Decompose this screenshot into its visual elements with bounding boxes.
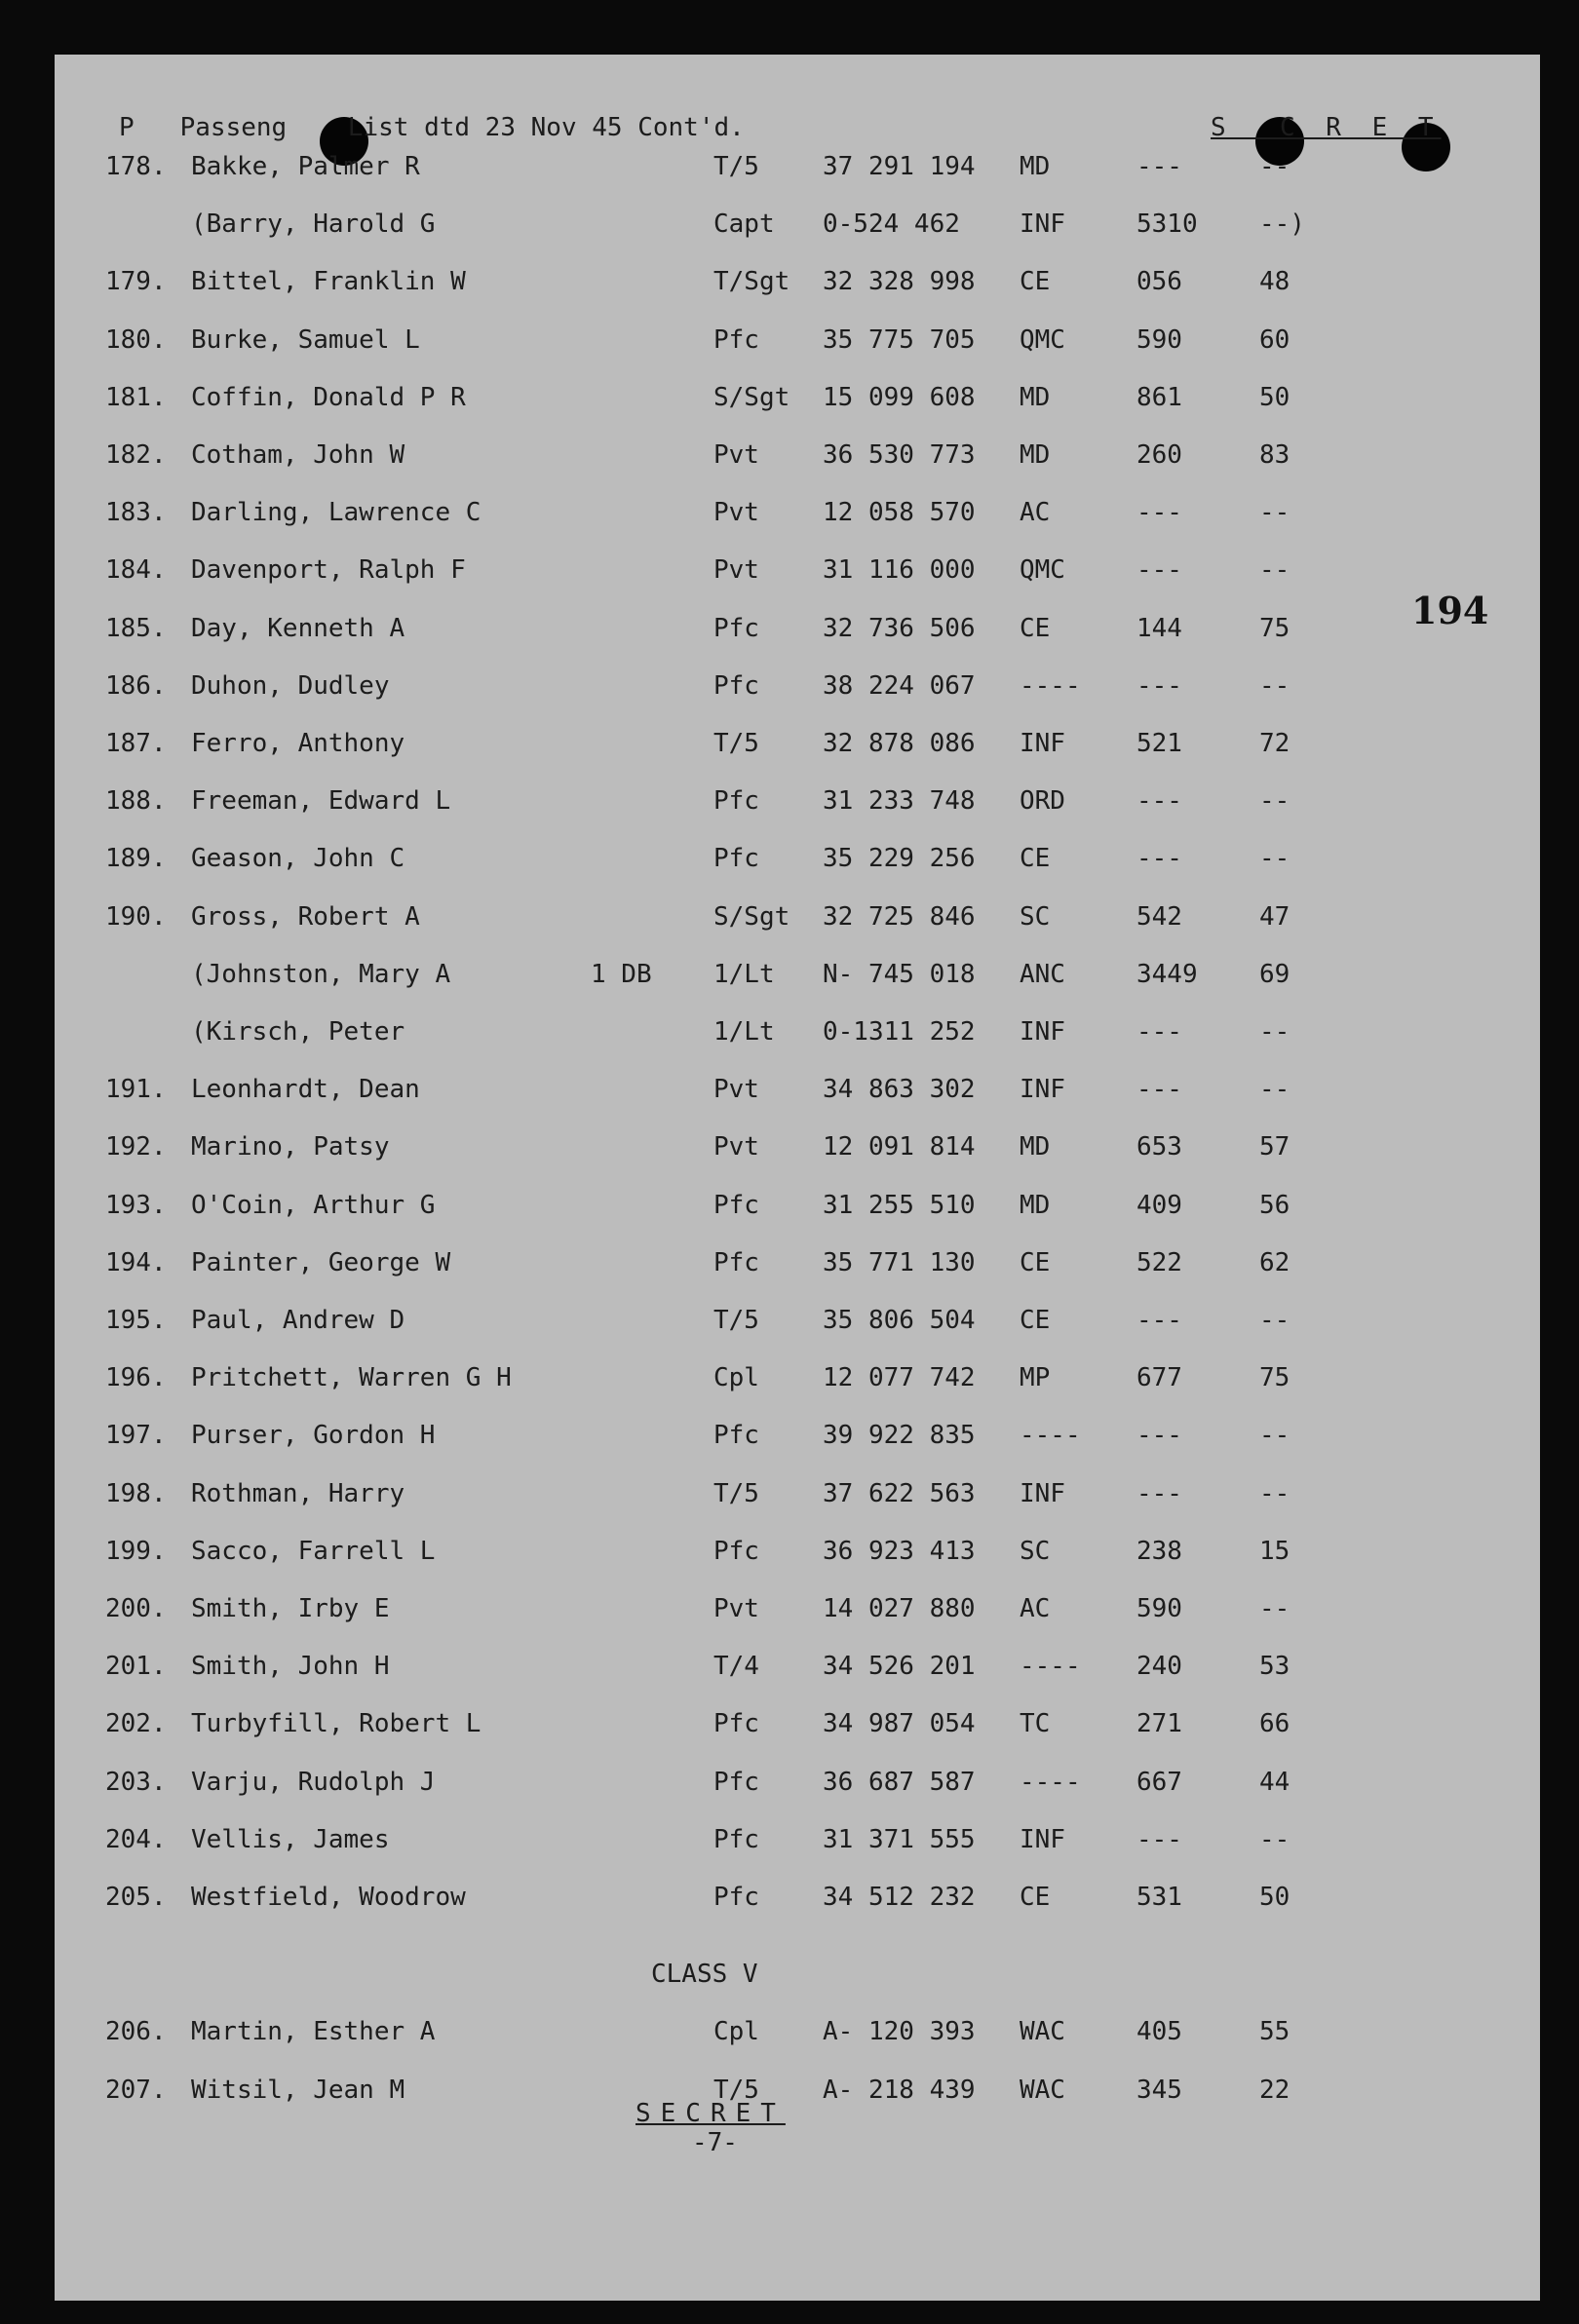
cell-arm: AC bbox=[1020, 498, 1051, 528]
cell-b: -- bbox=[1259, 1017, 1290, 1047]
cell-sn: 31 233 748 bbox=[823, 786, 976, 817]
cell-rank: T/5 bbox=[713, 1478, 759, 1508]
cell-a: 590 bbox=[1136, 324, 1182, 355]
cell-rank: 1/Lt bbox=[713, 1017, 775, 1047]
cell-name: Gross, Robert A bbox=[191, 901, 420, 932]
cell-num: 201. bbox=[105, 1652, 167, 1682]
cell-sn: 36 687 587 bbox=[823, 1767, 976, 1797]
cell-a: 3449 bbox=[1136, 959, 1198, 989]
cell-name: Cotham, John W bbox=[191, 440, 405, 470]
cell-arm: ---- bbox=[1020, 670, 1081, 701]
table-row bbox=[55, 1191, 1540, 1230]
cell-num: 206. bbox=[105, 2017, 167, 2047]
cell-arm: MD bbox=[1020, 152, 1051, 181]
table-row bbox=[55, 902, 1540, 941]
cell-b: 44 bbox=[1259, 1767, 1290, 1797]
cell-name: Marino, Patsy bbox=[191, 1132, 390, 1162]
table-row bbox=[55, 729, 1540, 768]
cell-sn: 31 371 555 bbox=[823, 1824, 976, 1854]
cell-num: 186. bbox=[105, 670, 167, 701]
cell-b: -- bbox=[1259, 498, 1290, 528]
cell-arm: WAC bbox=[1020, 2017, 1065, 2047]
cell-a: --- bbox=[1136, 1421, 1182, 1451]
cell-rank: Pvt bbox=[713, 1075, 759, 1105]
cell-num: 184. bbox=[105, 555, 167, 586]
table-row bbox=[55, 1537, 1540, 1576]
cell-b: 69 bbox=[1259, 959, 1290, 989]
table-row bbox=[55, 786, 1540, 825]
cell-name: Painter, George W bbox=[191, 1247, 451, 1277]
cell-rank: Pvt bbox=[713, 498, 759, 528]
cell-name: Darling, Lawrence C bbox=[191, 498, 481, 528]
cell-sn: 32 328 998 bbox=[823, 267, 976, 297]
cell-b: -- bbox=[1259, 1478, 1290, 1508]
cell-b: 66 bbox=[1259, 1709, 1290, 1739]
cell-b: -- bbox=[1259, 670, 1290, 701]
cell-b: 22 bbox=[1259, 2075, 1290, 2105]
cell-arm: MD bbox=[1020, 1132, 1051, 1162]
cell-a: --- bbox=[1136, 1824, 1182, 1854]
cell-rank: Pfc bbox=[713, 1709, 759, 1739]
cell-name: Paul, Andrew D bbox=[191, 1306, 405, 1335]
cell-a: 521 bbox=[1136, 729, 1182, 758]
cell-num: 207. bbox=[105, 2075, 167, 2105]
table-row bbox=[55, 960, 1540, 999]
cell-sn: A- 218 439 bbox=[823, 2075, 976, 2105]
cell-a: --- bbox=[1136, 670, 1182, 701]
table-row bbox=[55, 1768, 1540, 1807]
cell-a: 345 bbox=[1136, 2075, 1182, 2105]
cell-rank: Pfc bbox=[713, 1767, 759, 1797]
cell-a: 056 bbox=[1136, 267, 1182, 297]
cell-rank: T/4 bbox=[713, 1652, 759, 1682]
table-row bbox=[55, 440, 1540, 479]
table-row bbox=[55, 210, 1540, 248]
cell-num: 204. bbox=[105, 1824, 167, 1854]
cell-name: O'Coin, Arthur G bbox=[191, 1190, 436, 1220]
page-number: -7- bbox=[692, 2128, 738, 2157]
cell-a: 405 bbox=[1136, 2017, 1182, 2047]
cell-name: Davenport, Ralph F bbox=[191, 555, 466, 586]
cell-sn: 39 922 835 bbox=[823, 1421, 976, 1451]
cell-arm: CE bbox=[1020, 844, 1051, 874]
cell-a: --- bbox=[1136, 1306, 1182, 1335]
cell-sn: 32 878 086 bbox=[823, 729, 976, 758]
cell-sn: 31 255 510 bbox=[823, 1190, 976, 1220]
cell-rank: S/Sgt bbox=[713, 901, 790, 932]
cell-a: 653 bbox=[1136, 1132, 1182, 1162]
cell-arm: MD bbox=[1020, 382, 1051, 412]
cell-sn: 37 622 563 bbox=[823, 1478, 976, 1508]
cell-a: --- bbox=[1136, 498, 1182, 528]
cell-num: 189. bbox=[105, 844, 167, 874]
cell-a: 260 bbox=[1136, 440, 1182, 470]
cell-rank: Cpl bbox=[713, 2017, 759, 2047]
cell-name: Bakke, Palmer R bbox=[191, 152, 420, 181]
cell-num: 200. bbox=[105, 1594, 167, 1623]
cell-sn: 35 771 130 bbox=[823, 1247, 976, 1277]
cell-sn: 32 725 846 bbox=[823, 901, 976, 932]
cell-arm: WAC bbox=[1020, 2075, 1065, 2105]
cell-num: 203. bbox=[105, 1767, 167, 1797]
table-row bbox=[55, 1883, 1540, 1922]
table-row bbox=[55, 1306, 1540, 1345]
cell-a: 238 bbox=[1136, 1536, 1182, 1566]
cell-arm: SC bbox=[1020, 901, 1051, 932]
cell-rank: 1/Lt bbox=[713, 959, 775, 989]
cell-rank: Pfc bbox=[713, 613, 759, 643]
cell-sn: 32 736 506 bbox=[823, 613, 976, 643]
cell-b: 62 bbox=[1259, 1247, 1290, 1277]
cell-arm: ---- bbox=[1020, 1652, 1081, 1682]
cell-num: 180. bbox=[105, 324, 167, 355]
class-label: CLASS V bbox=[651, 1960, 758, 1990]
cell-sn: 35 806 504 bbox=[823, 1306, 976, 1335]
cell-rank: T/5 bbox=[713, 729, 759, 758]
cell-num: 199. bbox=[105, 1536, 167, 1566]
cell-num: 179. bbox=[105, 267, 167, 297]
header-classification: S C R E T bbox=[1211, 113, 1442, 142]
cell-sn: 0-524 462 bbox=[823, 210, 960, 240]
table-row bbox=[55, 498, 1540, 537]
page-stamp: 194 bbox=[1411, 589, 1489, 632]
cell-arm: MD bbox=[1020, 1190, 1051, 1220]
cell-rank: Pfc bbox=[713, 1247, 759, 1277]
cell-arm: INF bbox=[1020, 1075, 1065, 1105]
cell-b: 83 bbox=[1259, 440, 1290, 470]
document-page bbox=[55, 55, 1540, 2301]
table-row bbox=[55, 555, 1540, 594]
cell-name: Pritchett, Warren G H bbox=[191, 1363, 512, 1393]
cell-rank: Pfc bbox=[713, 786, 759, 817]
cell-sn: 14 027 880 bbox=[823, 1594, 976, 1623]
table-row bbox=[55, 844, 1540, 883]
cell-num: 195. bbox=[105, 1306, 167, 1335]
table-row bbox=[55, 1017, 1540, 1056]
cell-b: --) bbox=[1259, 210, 1305, 240]
cell-name: Martin, Esther A bbox=[191, 2017, 436, 2047]
cell-a: --- bbox=[1136, 152, 1182, 181]
cell-b: 56 bbox=[1259, 1190, 1290, 1220]
cell-rank: Pfc bbox=[713, 670, 759, 701]
cell-b: -- bbox=[1259, 555, 1290, 586]
cell-a: --- bbox=[1136, 1017, 1182, 1047]
cell-num: 196. bbox=[105, 1363, 167, 1393]
cell-num: 183. bbox=[105, 498, 167, 528]
cell-name: Duhon, Dudley bbox=[191, 670, 390, 701]
table-row bbox=[55, 1075, 1540, 1114]
cell-a: 590 bbox=[1136, 1594, 1182, 1623]
cell-num: 193. bbox=[105, 1190, 167, 1220]
table-row bbox=[55, 1652, 1540, 1691]
table-row bbox=[55, 1825, 1540, 1864]
cell-rank: Pfc bbox=[713, 1421, 759, 1451]
table-row bbox=[55, 325, 1540, 364]
table-row bbox=[55, 267, 1540, 306]
cell-rank: Pfc bbox=[713, 1536, 759, 1566]
table-row bbox=[55, 671, 1540, 710]
cell-sn: 35 775 705 bbox=[823, 324, 976, 355]
cell-b: 75 bbox=[1259, 613, 1290, 643]
cell-sn: 0-1311 252 bbox=[823, 1017, 976, 1047]
cell-b: 50 bbox=[1259, 1883, 1290, 1912]
cell-name: Sacco, Farrell L bbox=[191, 1536, 436, 1566]
cell-a: 240 bbox=[1136, 1652, 1182, 1682]
cell-sn: 38 224 067 bbox=[823, 670, 976, 701]
cell-sn: 36 923 413 bbox=[823, 1536, 976, 1566]
cell-rank: Pfc bbox=[713, 844, 759, 874]
cell-num: 188. bbox=[105, 786, 167, 817]
cell-sn: 12 058 570 bbox=[823, 498, 976, 528]
cell-b: -- bbox=[1259, 1075, 1290, 1105]
cell-arm: CE bbox=[1020, 1306, 1051, 1335]
cell-arm: CE bbox=[1020, 1883, 1051, 1912]
cell-a: 667 bbox=[1136, 1767, 1182, 1797]
cell-a: --- bbox=[1136, 555, 1182, 586]
cell-extra: 1 DB bbox=[591, 959, 652, 989]
cell-a: 677 bbox=[1136, 1363, 1182, 1393]
cell-num: 205. bbox=[105, 1883, 167, 1912]
cell-name: Purser, Gordon H bbox=[191, 1421, 436, 1451]
cell-arm: INF bbox=[1020, 729, 1065, 758]
cell-sn: 31 116 000 bbox=[823, 555, 976, 586]
cell-a: 542 bbox=[1136, 901, 1182, 932]
cell-b: -- bbox=[1259, 786, 1290, 817]
cell-rank: Pfc bbox=[713, 1824, 759, 1854]
cell-arm: INF bbox=[1020, 1017, 1065, 1047]
cell-name: Coffin, Donald P R bbox=[191, 382, 466, 412]
cell-a: 861 bbox=[1136, 382, 1182, 412]
cell-arm: QMC bbox=[1020, 324, 1065, 355]
cell-name: Witsil, Jean M bbox=[191, 2075, 405, 2105]
class-heading bbox=[55, 1960, 1540, 1999]
cell-arm: ORD bbox=[1020, 786, 1065, 817]
cell-sn: 37 291 194 bbox=[823, 152, 976, 181]
cell-sn: 34 987 054 bbox=[823, 1709, 976, 1739]
cell-num: 178. bbox=[105, 152, 167, 181]
cell-num: 202. bbox=[105, 1709, 167, 1739]
cell-rank: Pfc bbox=[713, 1883, 759, 1912]
cell-a: --- bbox=[1136, 844, 1182, 874]
cell-sn: 34 512 232 bbox=[823, 1883, 976, 1912]
cell-arm: QMC bbox=[1020, 555, 1065, 586]
cell-arm: ANC bbox=[1020, 959, 1065, 989]
cell-b: -- bbox=[1259, 152, 1290, 181]
cell-rank: T/5 bbox=[713, 2075, 759, 2105]
cell-name: Smith, John H bbox=[191, 1652, 390, 1682]
cell-name: Varju, Rudolph J bbox=[191, 1767, 436, 1797]
cell-num: 194. bbox=[105, 1247, 167, 1277]
cell-name: Ferro, Anthony bbox=[191, 729, 405, 758]
cell-arm: SC bbox=[1020, 1536, 1051, 1566]
cell-sn: 34 526 201 bbox=[823, 1652, 976, 1682]
cell-sn: 36 530 773 bbox=[823, 440, 976, 470]
cell-sn: 12 077 742 bbox=[823, 1363, 976, 1393]
cell-name: (Barry, Harold G bbox=[191, 210, 436, 240]
table-row bbox=[55, 1479, 1540, 1518]
cell-rank: Capt bbox=[713, 210, 775, 240]
cell-b: -- bbox=[1259, 1306, 1290, 1335]
cell-b: 75 bbox=[1259, 1363, 1290, 1393]
cell-rank: Pvt bbox=[713, 555, 759, 586]
cell-name: Vellis, James bbox=[191, 1824, 390, 1854]
cell-sn: 15 099 608 bbox=[823, 382, 976, 412]
cell-b: 50 bbox=[1259, 382, 1290, 412]
table-row bbox=[55, 2017, 1540, 2056]
table-row bbox=[55, 1594, 1540, 1633]
table-row bbox=[55, 1248, 1540, 1287]
table-row bbox=[55, 383, 1540, 422]
cell-arm: TC bbox=[1020, 1709, 1051, 1739]
cell-a: 271 bbox=[1136, 1709, 1182, 1739]
cell-arm: CE bbox=[1020, 1247, 1051, 1277]
cell-num: 198. bbox=[105, 1478, 167, 1508]
cell-name: Rothman, Harry bbox=[191, 1478, 405, 1508]
cell-sn: 35 229 256 bbox=[823, 844, 976, 874]
cell-name: Freeman, Edward L bbox=[191, 786, 451, 817]
cell-arm: CE bbox=[1020, 267, 1051, 297]
cell-arm: ---- bbox=[1020, 1767, 1081, 1797]
cell-num: 191. bbox=[105, 1075, 167, 1105]
table-row bbox=[55, 1421, 1540, 1460]
cell-b: -- bbox=[1259, 1421, 1290, 1451]
cell-num: 182. bbox=[105, 440, 167, 470]
footer-classification: SECRET bbox=[635, 2099, 786, 2128]
cell-arm: INF bbox=[1020, 1824, 1065, 1854]
cell-num: 192. bbox=[105, 1132, 167, 1162]
cell-rank: S/Sgt bbox=[713, 382, 790, 412]
table-row bbox=[55, 1709, 1540, 1748]
cell-b: 53 bbox=[1259, 1652, 1290, 1682]
table-row bbox=[55, 152, 1540, 191]
cell-num: 190. bbox=[105, 901, 167, 932]
cell-arm: CE bbox=[1020, 613, 1051, 643]
cell-rank: T/Sgt bbox=[713, 267, 790, 297]
cell-name: Geason, John C bbox=[191, 844, 405, 874]
cell-a: --- bbox=[1136, 1478, 1182, 1508]
cell-sn: 34 863 302 bbox=[823, 1075, 976, 1105]
cell-b: 60 bbox=[1259, 324, 1290, 355]
cell-rank: Pvt bbox=[713, 1594, 759, 1623]
cell-a: --- bbox=[1136, 786, 1182, 817]
table-row bbox=[55, 614, 1540, 653]
table-row bbox=[55, 1132, 1540, 1171]
cell-b: 47 bbox=[1259, 901, 1290, 932]
cell-b: 72 bbox=[1259, 729, 1290, 758]
cell-name: Smith, Irby E bbox=[191, 1594, 390, 1623]
cell-a: --- bbox=[1136, 1075, 1182, 1105]
cell-name: Turbyfill, Robert L bbox=[191, 1709, 481, 1739]
cell-sn: 12 091 814 bbox=[823, 1132, 976, 1162]
cell-b: -- bbox=[1259, 1824, 1290, 1854]
cell-name: Day, Kenneth A bbox=[191, 613, 405, 643]
cell-rank: T/5 bbox=[713, 1306, 759, 1335]
cell-arm: MP bbox=[1020, 1363, 1051, 1393]
cell-name: Westfield, Woodrow bbox=[191, 1883, 466, 1912]
cell-num: 181. bbox=[105, 382, 167, 412]
cell-name: (Johnston, Mary A bbox=[191, 959, 451, 989]
cell-rank: Pvt bbox=[713, 1132, 759, 1162]
cell-sn: A- 120 393 bbox=[823, 2017, 976, 2047]
cell-name: Bittel, Franklin W bbox=[191, 267, 466, 297]
cell-name: (Kirsch, Peter bbox=[191, 1017, 405, 1047]
cell-rank: Pfc bbox=[713, 324, 759, 355]
cell-num: 187. bbox=[105, 729, 167, 758]
cell-rank: Pvt bbox=[713, 440, 759, 470]
cell-b: 48 bbox=[1259, 267, 1290, 297]
cell-b: 15 bbox=[1259, 1536, 1290, 1566]
cell-b: 55 bbox=[1259, 2017, 1290, 2047]
cell-rank: Cpl bbox=[713, 1363, 759, 1393]
cell-num: 185. bbox=[105, 613, 167, 643]
cell-arm: AC bbox=[1020, 1594, 1051, 1623]
cell-arm: MD bbox=[1020, 440, 1051, 470]
cell-sn: N- 745 018 bbox=[823, 959, 976, 989]
cell-b: 57 bbox=[1259, 1132, 1290, 1162]
cell-a: 531 bbox=[1136, 1883, 1182, 1912]
cell-a: 522 bbox=[1136, 1247, 1182, 1277]
cell-a: 144 bbox=[1136, 613, 1182, 643]
cell-name: Burke, Samuel L bbox=[191, 324, 420, 355]
cell-a: 5310 bbox=[1136, 210, 1198, 240]
cell-arm: ---- bbox=[1020, 1421, 1081, 1451]
cell-arm: INF bbox=[1020, 1478, 1065, 1508]
cell-name: Leonhardt, Dean bbox=[191, 1075, 420, 1105]
cell-a: 409 bbox=[1136, 1190, 1182, 1220]
cell-num: 197. bbox=[105, 1421, 167, 1451]
cell-arm: INF bbox=[1020, 210, 1065, 240]
cell-rank: Pfc bbox=[713, 1190, 759, 1220]
cell-rank: T/5 bbox=[713, 152, 759, 181]
table-row bbox=[55, 1363, 1540, 1402]
header-title: P Passeng List dtd 23 Nov 45 Cont'd. bbox=[119, 113, 745, 142]
cell-b: -- bbox=[1259, 1594, 1290, 1623]
cell-b: -- bbox=[1259, 844, 1290, 874]
